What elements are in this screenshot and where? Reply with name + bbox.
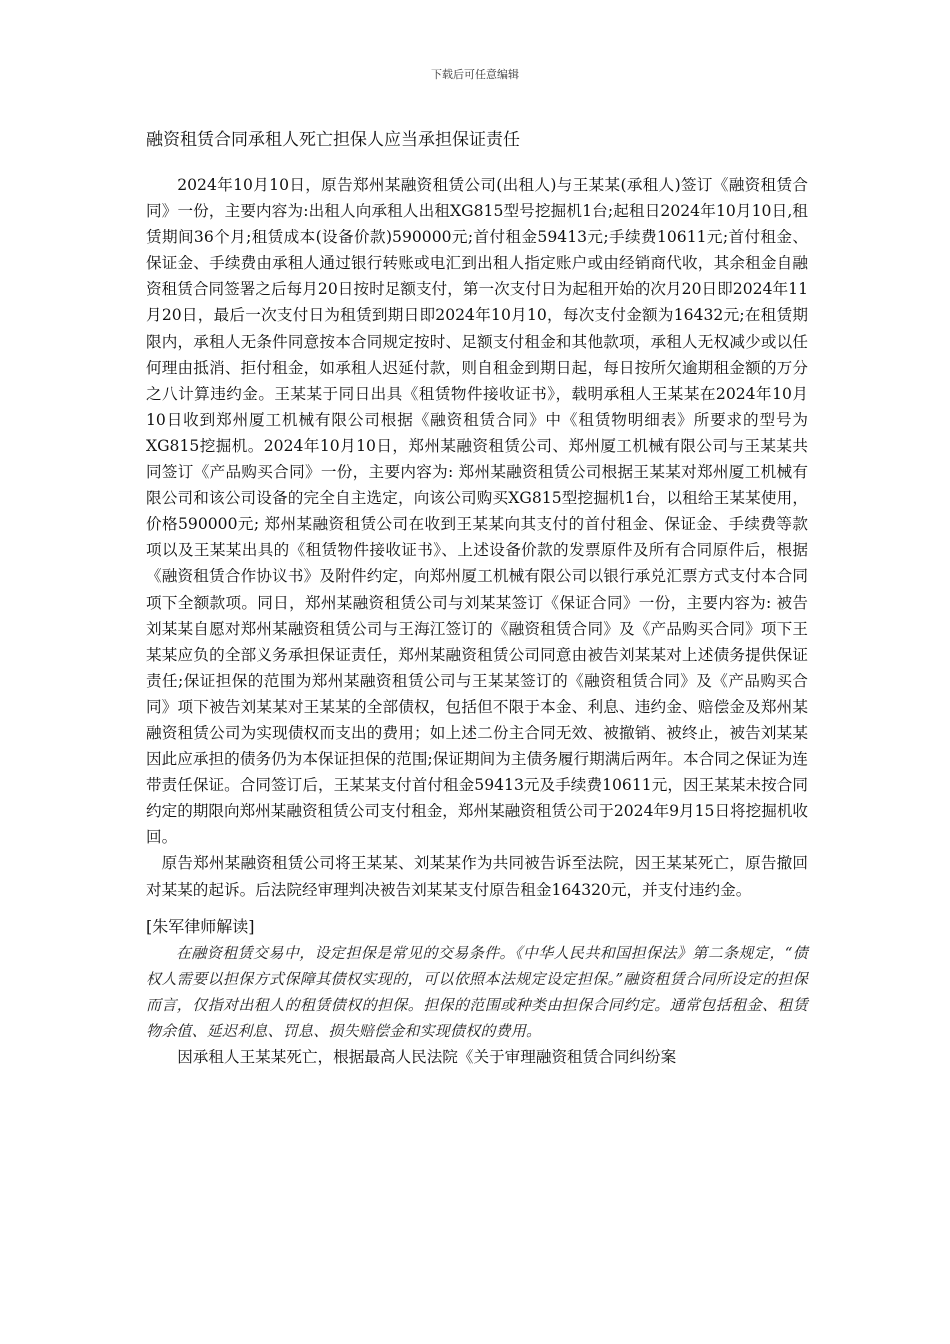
download-note: 下载后可任意编辑	[431, 68, 519, 81]
lawyer-commentary-heading: [朱军律师解读]	[146, 916, 255, 936]
document-title: 融资租赁合同承租人死亡担保人应当承担保证责任	[146, 130, 520, 150]
case-facts-paragraph: 2024年10月10日，原告郑州某融资租赁公司(出租人)与王某某(承租人)签订《融资租赁合同》一份，主要内容为:出租人向承租人出租XG815型号挖掘机1台;起租日2024年10月10日,租赁期间36个月;租赁成本(设备价款)590000元;首付租金59413元;手续费10611元;首付租金、保证金、手续费由承租人通过银行转账或电汇到出租人指定账户或由经销商代收，其余租金自融资租赁合同签署之后每月20日按时足额支付，第一次支付日为起租开始的次月20日即2024年11月20日，最后一次支付日为租赁到期日即2024年10月10，每次支付金额为16432元;在租赁期限内，承租人无条件同意按本合同规定按时、足额支付租金和其他款项，承租人无权减少或以任何理由抵消、拒付租金，如承租人迟延付款，则自租金到期日起，每日按所欠逾期租金额的万分之八计算违约金。王某某于同日出具《租赁物件接收证书》，载明承租人王某某在2024年10月10日收到郑州厦工机械有限公司根据《融资租赁合同》中《租赁物明细表》所要求的型号为XG815挖掘机。2024年10月10日，郑州某融资租赁公司、郑州厦工机械有限公司与王某某共同签订《产品购买合同》一份，主要内容为: 郑州某融资租赁公司根据王某某对郑州厦工机械有限公司和该公司设备的完全自主选定，向该公司购买XG815型挖掘机1台，以租给王某某使用，价格590000元; 郑州某融资租赁公司在收到王某某向其支付的首付租金、保证金、手续费等款项以及王某某出具的《租赁物件接收证书》、上述设备价款的发票原件及所有合同原件后，根据《融资租赁合作协议书》及附件约定，向郑州厦工机械有限公司以银行承兑汇票方式支付本合同项下全额款项。同日，郑州某融资租赁公司与刘某某签订《保证合同》一份，主要内容为: 被告刘某某自愿对郑州某融资租赁公司与王海江签订的《融资租赁合同》及《产品购买合同》项下王某某应负的全部义务承担保证责任，郑州某融资租赁公司同意由被告刘某某对上述债务提供保证责任;保证担保的范围为郑州某融资租赁公司与王某某签订的《融资租赁合同》及《产品购买合同》项下被告刘某某对王某某的全部债权，包括但不限于本金、利息、违约金、赔偿金及郑州某融资租赁公司为实现债权而支出的费用；如上述二份主合同无效、被撤销、被终止，被告刘某某因此应承担的债务仍为本保证担保的范围;保证期间为主债务履行期满后两年。本合同之保证为连带责任保证。合同签订后，王某某支付首付租金59413元及手续费10611元，因王某某未按合同约定的期限向郑州某融资租赁公司支付租金，郑州某融资租赁公司于2024年9月15日将挖掘机收回。	[146, 176, 809, 847]
document-body	[146, 172, 808, 1070]
closing-paragraph: 因承租人王某某死亡，根据最高人民法院《关于审理融资租赁合同纠纷案	[177, 1047, 677, 1066]
court-ruling-paragraph: 原告郑州某融资租赁公司将王某某、刘某某作为共同被告诉至法院，因王某某死亡，原告撤回对某某的起诉。后法院经审理判决被告刘某某支付原告租金164320元，并支付违约金。	[146, 854, 808, 899]
lawyer-commentary-paragraph: 在融资租赁交易中，设定担保是常见的交易条件。《中华人民共和国担保法》第二条规定，“债权人需要以担保方式保障其债权实现的，可以依照本法规定设定担保。”融资租赁合同所设定的担保而言，仅指对出租人的租赁债权的担保。担保的范围或种类由担保合同约定。通常包括租金、租赁物余值、延迟利息、罚息、损失赔偿金和实现债权的费用。	[146, 943, 808, 1040]
